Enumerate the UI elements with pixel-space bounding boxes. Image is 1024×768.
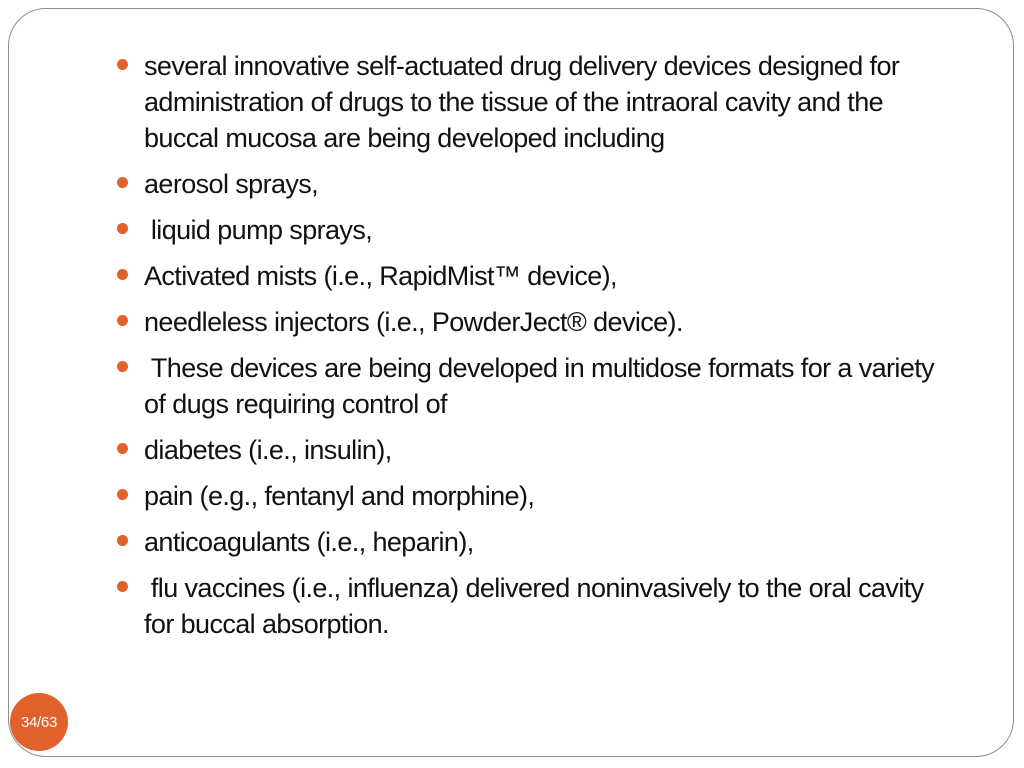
bullet-text: several innovative self-actuated drug delivery devices designed for administration of drugs to the tissue of the intraoral cavity and the buccal mucosa are being developed including	[144, 51, 907, 153]
bullet-dot-icon	[117, 489, 128, 500]
bullet-item	[117, 432, 957, 468]
bullet-dot-icon	[117, 535, 128, 546]
bullet-text: liquid pump sprays,	[144, 215, 373, 245]
bullet-item	[117, 478, 957, 514]
bullet-text: flu vaccines (i.e., influenza) delivered noninvasively to the oral cavity for buccal absorption.	[144, 573, 931, 639]
bullet-dot-icon	[117, 177, 128, 188]
bullet-item	[117, 48, 957, 156]
bullet-item	[117, 258, 957, 294]
bullet-item	[117, 304, 957, 340]
bullet-dot-icon	[117, 269, 128, 280]
bullet-text: anticoagulants (i.e., heparin),	[144, 527, 474, 557]
bullet-text: Activated mists (i.e., RapidMist™ device),	[144, 261, 617, 291]
bullet-dot-icon	[117, 315, 128, 326]
bullet-dot-icon	[117, 361, 128, 372]
bullet-item	[117, 350, 957, 422]
bullet-text: diabetes (i.e., insulin),	[144, 435, 392, 465]
bullet-dot-icon	[117, 443, 128, 454]
bullet-dot-icon	[117, 59, 128, 70]
bullet-item	[117, 166, 957, 202]
bullet-item	[117, 570, 957, 642]
bullet-list	[117, 48, 957, 652]
bullet-item	[117, 524, 957, 560]
page-number-badge: 34/63	[10, 693, 68, 751]
bullet-text: These devices are being developed in multidose formats for a variety of dugs requiring control of	[144, 353, 941, 419]
bullet-text: aerosol sprays,	[144, 169, 319, 199]
bullet-text: needleless injectors (i.e., PowderJect® device).	[144, 307, 683, 337]
bullet-text: pain (e.g., fentanyl and morphine),	[144, 481, 535, 511]
bullet-dot-icon	[117, 223, 128, 234]
bullet-item	[117, 212, 957, 248]
bullet-dot-icon	[117, 581, 128, 592]
